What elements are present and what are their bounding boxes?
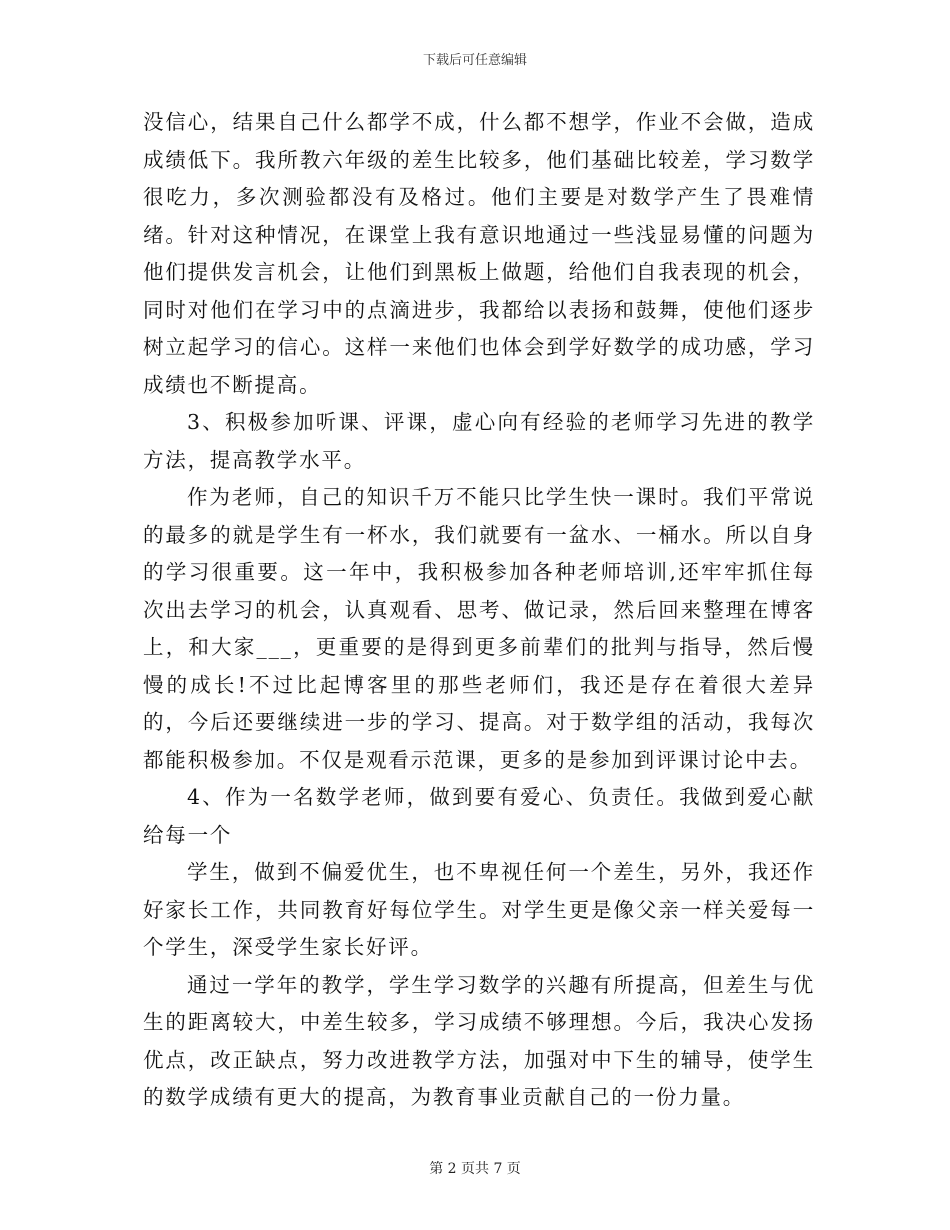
paragraph: 通过一学年的教学，学生学习数学的兴趣有所提高，但差生与优生的距离较大，中差生较多，学习成绩不够理想。今后，我决心发扬优点，改正缺点，努力改进教学方法，加强对中下生的辅导，使学生的数学成绩有更大的提高，为教育事业贡献自己的一份力量。 — [143, 972, 815, 1109]
paragraph: 4、作为一名数学老师，做到要有爱心、负责任。我做到爱心献给每一个 — [143, 785, 815, 847]
paragraph: 学生，做到不偏爱优生，也不卑视任何一个差生，另外，我还作好家长工作，共同教育好每位学生。对学生更是像父亲一样关爱每一个学生，深受学生家长好评。 — [143, 860, 815, 959]
document-body — [143, 104, 815, 1117]
paragraph: 作为老师，自己的知识千万不能只比学生快一课时。我们平常说的最多的就是学生有一杯水，我们就要有一盆水、一桶水。所以自身的学习很重要。这一年中，我积极参加各种老师培训,还牢牢抓住每次出去学习的机会，认真观看、思考、做记录，然后回来整理在博客上，和大家___，更重要的是得到更多前辈们的批判与指导，然后慢慢的成长!不过比起博客里的那些老师们，我还是存在着很大差异的，今后还要继续进一步的学习、提高。对于数学组的活动，我每次都能积极参加。不仅是观看示范课，更多的是参加到评课讨论中去。 — [143, 485, 815, 772]
paragraph: 没信心，结果自己什么都学不成，什么都不想学，作业不会做，造成成绩低下。我所教六年级的差生比较多，他们基础比较差，学习数学很吃力，多次测验都没有及格过。他们主要是对数学产生了畏难情绪。针对这种情况，在课堂上我有意识地通过一些浅显易懂的问题为他们提供发言机会，让他们到黑板上做题，给他们自我表现的机会，同时对他们在学习中的点滴进步，我都给以表扬和鼓舞，使他们逐步树立起学习的信心。这样一来他们也体会到学好数学的成功感，学习成绩也不断提高。 — [143, 110, 815, 397]
paragraph: 3、积极参加听课、评课，虚心向有经验的老师学习先进的教学方法，提高教学水平。 — [143, 410, 815, 472]
page-header: 下载后可任意编辑 — [422, 53, 527, 68]
page-number: 第 2 页共 7 页 — [429, 1161, 521, 1177]
